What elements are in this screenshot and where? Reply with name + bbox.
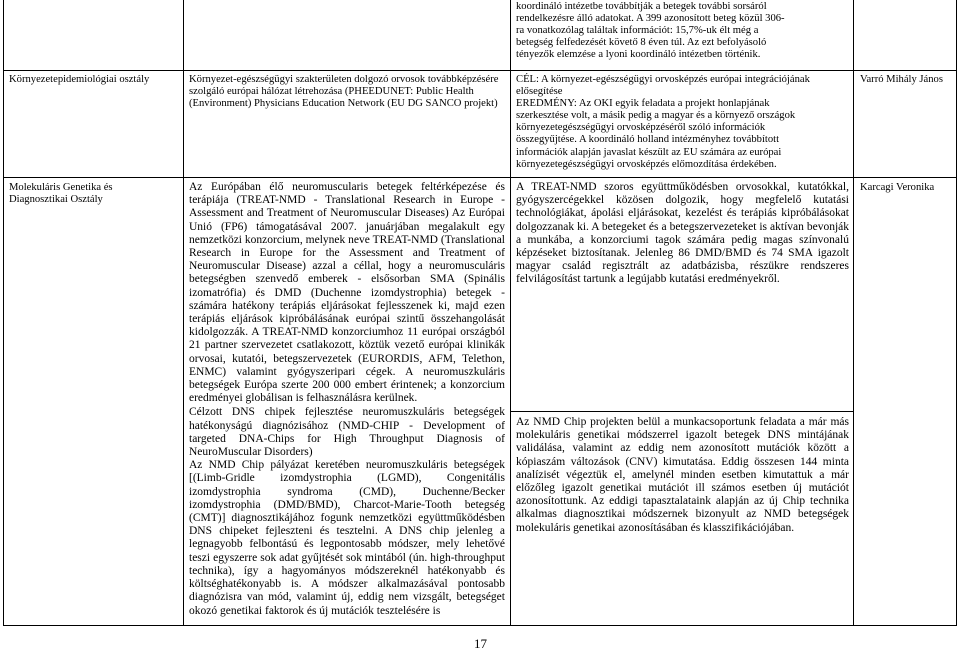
text-line: ra vonatkozólag találtak információt: 15,7%-uk élt még a: [516, 25, 759, 37]
activity-paragraph-treat-nmd: Az Európában élő neuromuscularis betegek feltérképezése és terápiája (TREAT-NMD - Translational Research in Europe - Assessment and Treatment of Neuromuscular Diseases) Az Európai Unió (FP6) támogatásával 2007. januárjában megalakult egy nemzetközi konzorcium, melynek neve TREAT-NMD (Translational Research in Europe for the Assessment and Treatment of Neuromuscular Disease) azzal a céllal, hogy a neuromusculáris betegségben szenvedő emberek - elsősorban SMA (Spinális izomatrófia) és DMD (Duchenne izomdystrophia) betegek - számára hatékony terápiás eljárásokat fejlesszenek ki, majd ezen terápiás eljárások kipróbálásának európai szintű összehangolását kidolgozzák. A TREAT-NMD konzorciumhoz 11 európai országból 21 partner szervezetet csatlakozott, köztük vezető európai klinikák orvosai, kutatói, betegszervezetek (EURORDIS, AFM, Telethon, ENMC) valamint gyógyszeripari cégek. A neuromuszkuláris betegségek Európa szerte 200 000 embert érintenek; a konzorcium eredményei globálisan is felhasználásra kerülnek.: [189, 181, 505, 405]
text-line: elősegítése: [516, 86, 563, 98]
activity-paragraph-nmd-chip: Az NMD Chip pályázat keretében neuromuszkuláris betegségek [(Limb-Gridle izomdystrophia (LGMD), Congenitális izomdystrophia syndroma (CMD), Duchenne/Becker izomdystrophia (DMD/BMD), Charcot-Marie-Tooth betegség (CMT)] diagnosztikájához fogunk nemzetközi együttműködésben DNS chipeket fejleszteni és tesztelni. A DNS chip jelenleg a legnagyobb felbontású és legpontosabb módszer, mely lehetővé teszi egyszerre sok adat gyűjtését sok mintából (ún. high-throughput technika), így a hagyományos módszereknél hatékonyabb és költséghatékonyabb is. A módszer alkalmazásával pontosabb diagnózisra van mód, valamint új, eddig nem vizsgált, betegséget okozó genetikai faktorok és új mutációk tesztelésére is: [189, 459, 505, 617]
person-name: Varró Mihály János: [860, 74, 943, 85]
result-paragraph: Az NMD Chip projekten belül a munkacsoportunk feladata a már más molekuláris genetikai módszerrel igazolt betegek DNS mintájának validálása, valamint az eddig nem azonosított mutációk között a kópiaszám változások (CNV) kimutatása. Eddig összesen 144 minta analízisét végeztük el, amelynél minden esetben kimutattuk a már előzőleg igazolt genetikai mutációt ill számos esetben új mutációt azonosítottunk. Az eddigi tapasztalataink alapján az új Chip technika alkalmas diagnosztikai módszernek bizonyult az NMD betegségek molekuláris genetikai azonosításában és klasszifikációjában.: [516, 416, 849, 534]
row-divider-1: [3, 70, 957, 71]
activity-cell-pheedunet: [189, 74, 505, 110]
text-line: szerkesztése volt, a másik pedig a magyar és a környező országok: [516, 110, 796, 122]
row-divider-3: [3, 625, 957, 626]
department-name: Molekuláris Genetika és Diagnosztikai Osztály: [9, 182, 113, 206]
person-cell-varro: [860, 74, 955, 86]
text-line: környezetegészségügyi orvosképzéséről szóló információk: [516, 122, 766, 134]
text-line: rendelkezésre álló adatokat. A 399 azonosított beteg közül 306-: [516, 13, 785, 25]
person-cell-karcagi: [860, 182, 955, 194]
text-line: információk alapján javaslat készült az EU számára az európai: [516, 146, 782, 158]
activity-text: Környezet-egészségügyi szakterületen dolgozó orvosok továbbképzésére szolgáló európai hálózat létrehozása (PHEEDUNET: Public Health (Environment) Physicians Education Network (EU DG SANCO projekt): [189, 74, 499, 110]
result-cell-nmd-chip: [516, 416, 849, 535]
text-line: koordináló intézetbe továbbítják a betegek további sorsáról: [516, 1, 767, 12]
result-cell-pheedunet: [516, 74, 852, 171]
text-line: betegség felfedezését követő 8 éven túl. Az ezt befolyásoló: [516, 37, 767, 49]
column-divider-2: [510, 0, 511, 626]
text-line: összegyűjtése. A koordináló holland intézményhez továbbított: [516, 134, 780, 146]
text-line: környezetegészségügyi orvosképzés előmozdítása érdekében.: [516, 158, 777, 170]
table-border-left: [3, 0, 4, 626]
result-cell-treat-nmd: [516, 181, 849, 287]
page-number: 17: [474, 636, 487, 651]
result-split-line: [510, 411, 854, 412]
activity-cell-treat-nmd: [189, 181, 505, 618]
department-name: Környezetepidemiológiai osztály: [9, 74, 150, 85]
row-divider-2: [3, 177, 957, 178]
text-line: EREDMÉNY: Az OKI egyik feladata a projekt honlapjának: [516, 98, 770, 110]
text-line: tényezők elemzése a lyoni koordináló intézetben történik.: [516, 49, 761, 61]
text-line: CÉL: A környezet-egészségügyi orvosképzés európai integrációjának: [516, 74, 810, 85]
person-name: Karcagi Veronika: [860, 182, 935, 193]
activity-paragraph-nmd-chip-title: Célzott DNS chipek fejlesztése neuromuszkuláris betegségek hatékonyságú diagnózisához (NMD-CHIP - Development of targeted DNA-Chips for High Throughput Diagnosis of NeuroMuscular Disorders): [189, 406, 505, 459]
department-cell-molecular-genetics: [9, 182, 159, 206]
column-divider-3: [853, 0, 854, 626]
result-paragraph: A TREAT-NMD szoros együttműködésben orvosokkal, kutatókkal, gyógyszercégekkel közösen dolgozik, hogy megfelelő kutatási technológiákat, ápolási eljárásokat, kezelést és terápiás kipróbálásokat dolgozzanak ki. A betegeket és a betegszervezeteket is aktívan bevonják a munkába, a konzorciumi tagok számára pedig magas színvonalú képzéseket biztosítanak. Jelenleg 86 DMD/BMD és 74 SMA igazolt magyar család regisztrált az adatbázisba, részükre rendszeres felvilágosítást tartunk a legújabb kutatási eredményekről.: [516, 181, 849, 286]
table-border-right: [956, 0, 957, 626]
column-divider-1: [183, 0, 184, 626]
department-cell-environmental-epidemiology: [9, 74, 179, 86]
top-continuation-text: [516, 1, 848, 61]
